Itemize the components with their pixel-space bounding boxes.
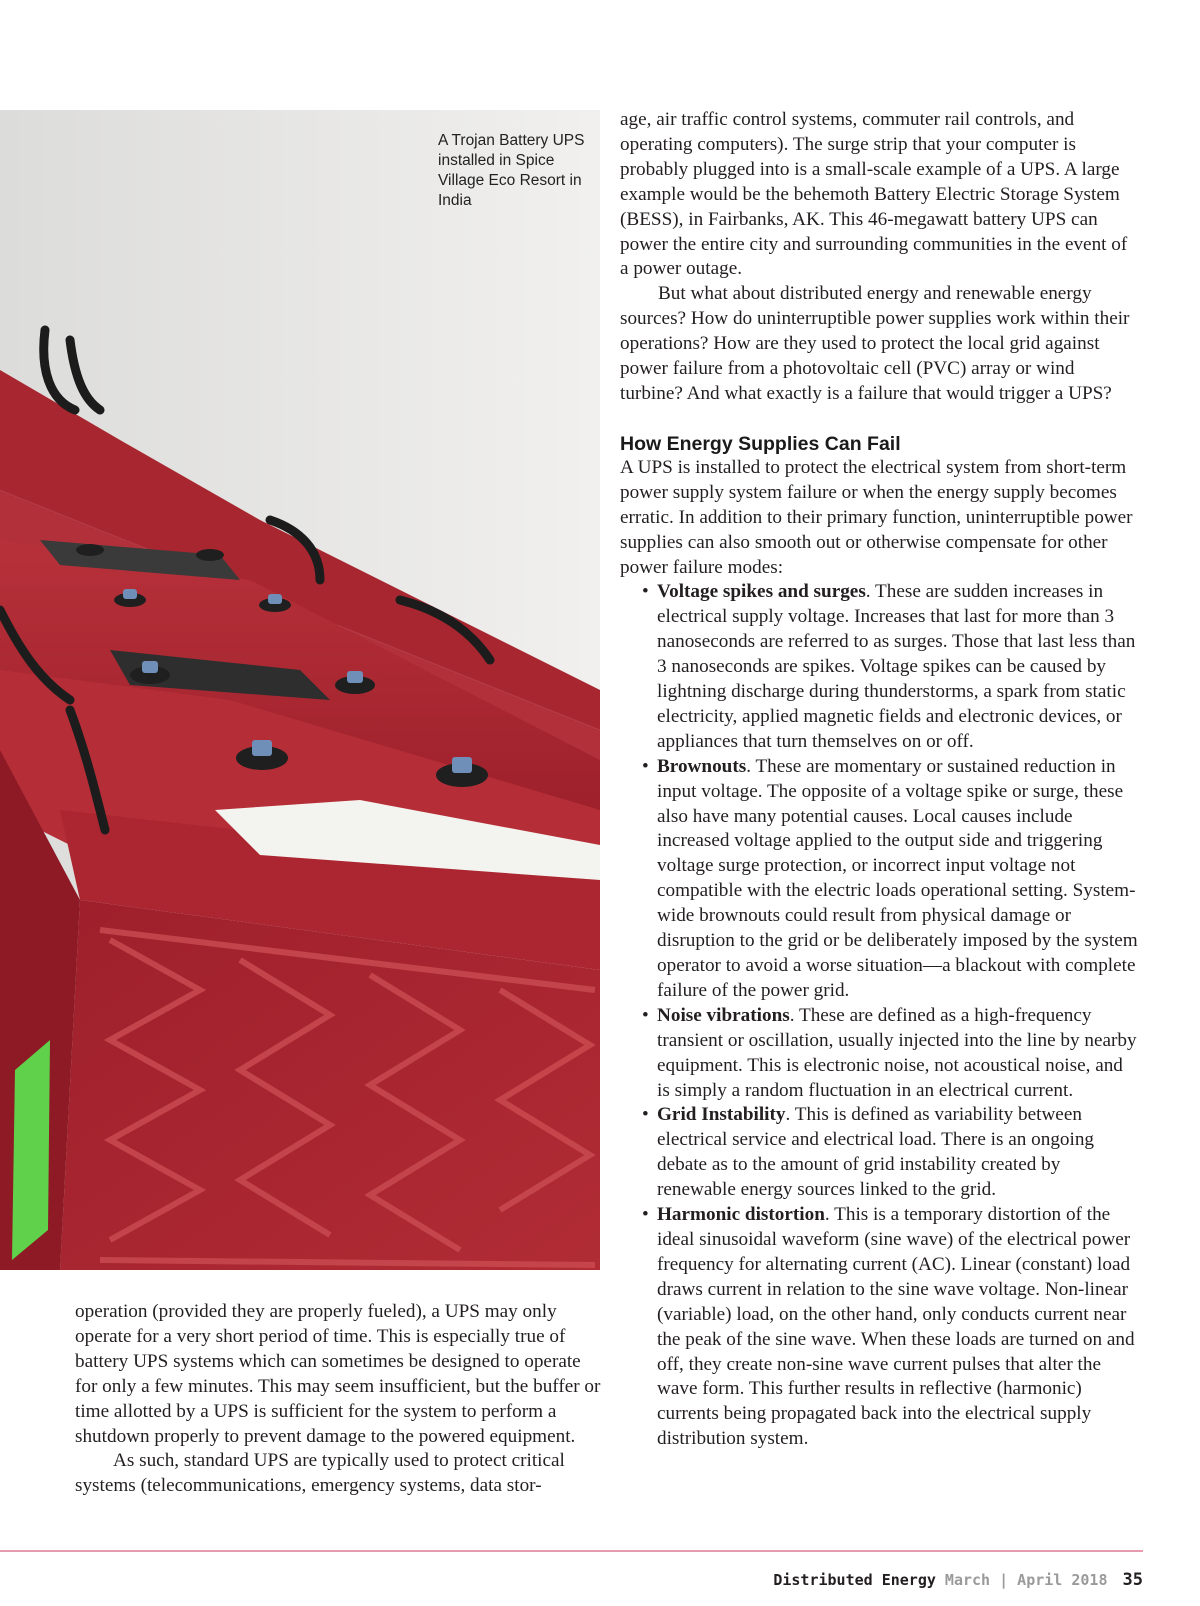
list-item-text: . These are defined as a high-frequency transient or oscillation, usually injected into the line by nearby equipment. This is electronic noise, not acoustical noise, and is simply a random fluctuation in an electrical current. [657,1004,1137,1101]
failure-modes-list [620,580,1140,1452]
list-item [620,755,1140,1004]
body-paragraph: As such, standard UPS are typically used to protect critical systems (telecommunications, emergency systems, data stor- [75,1450,565,1497]
list-item-term: Brownouts [657,755,747,777]
photo-caption: A Trojan Battery UPS installed in Spice Village Eco Resort in India [438,132,585,209]
list-item [620,580,1140,754]
body-paragraph: age, air traffic control systems, commuter rail controls, and operating computers). The surge strip that your computer is probably plugged into is a small-scale example of a UPS. A large example would be the behemoth Battery Electric Storage System (BESS), in Fairbanks, AK. This 46-megawatt battery UPS can power the entire city and surrounding communities in the event of a power outage. [620,109,1128,280]
left-column [75,1300,605,1499]
bullet-icon: • [642,1004,649,1026]
list-item-term: Noise vibrations [657,1004,790,1026]
list-item-text: . These are momentary or sustained reduction in input voltage. The opposite of a voltage spike or surge, these also have many potential causes. Local causes include increased voltage applied to the output side and triggering voltage surge protection, or incorrect input voltage not compatible with the electric loads operational setting. System-wide brownouts could result from physical damage or disruption to the grid or be deliberately imposed by the system operator to avoid a worse situation—a blackout with complete failure of the power grid. [657,755,1138,1001]
battery-bank-photo [0,110,600,1270]
bullet-icon: • [642,755,649,777]
body-paragraph: But what about distributed energy and renewable energy sources? How do uninterruptible power supplies work within their operations? How are they used to protect the local grid against power failure from a photovoltaic cell (PVC) array or wind turbine? And what exactly is a failure that would trigger a UPS? [620,283,1130,404]
list-item [620,1103,1140,1203]
page-number: 35 [1122,1570,1143,1590]
bullet-icon: • [642,581,649,603]
list-item [620,1004,1140,1104]
list-item-text: . This is defined as variability between electrical service and electrical load. There is an ongoing debate as to the amount of grid instability created by renewable energy sources linked to the grid. [657,1104,1095,1201]
list-item-term: Harmonic distortion [657,1204,825,1226]
issue-date: March | April 2018 [944,1571,1108,1589]
list-item-text: . These are sudden increases in electrical supply voltage. Increases that last for more than 3 nanoseconds are referred to as surges. Those that last less than 3 nanoseconds are spikes. Voltage spikes can be caused by lightning discharge during thunderstorms, a spark from static electricity, applied magnetic fields and electronic devices, or appliances that turn themselves on or off. [657,581,1136,752]
bullet-icon: • [642,1204,649,1226]
list-item-term: Grid Instability [657,1104,786,1126]
page-footer [773,1570,1143,1590]
list-item [620,1203,1140,1452]
footer-rule [0,1550,1143,1552]
body-paragraph: A UPS is installed to protect the electrical system from short-term power supply system failure or when the energy supply becomes erratic. In addition to their primary function, uninterruptible power supplies can also smooth out or otherwise compensate for other power failure modes: [620,456,1133,578]
bullet-icon: • [642,1104,649,1126]
body-paragraph: operation (provided they are properly fueled), a UPS may only operate for a very short period of time. This is especially true of battery UPS systems which can sometimes be designed to operate for only a few minutes. This may seem insufficient, but the buffer or time allotted by a UPS is sufficient for the system to perform a shutdown properly to prevent damage to the powered equipment. [75,1301,601,1447]
battery-bank-illustration [0,110,600,1270]
list-item-text: . This is a temporary distortion of the ideal sinusoidal waveform (sine wave) of the electrical power frequency for alternating current (AC). Linear (constant) load draws current in relation to the sine wave voltage. Non-linear (variable) load, on the other hand, only conducts current near the peak of the sine wave. When these loads are turned on and off, they create non-sine wave current pulses that alter the wave form. This further results in reflective (harmonic) currents being propagated back into the electrical supply distribution system. [657,1204,1135,1450]
magazine-name: Distributed Energy [773,1571,936,1589]
section-heading: How Energy Supplies Can Fail [620,432,901,455]
right-column [620,108,1140,1452]
list-item-term: Voltage spikes and surges [657,581,866,603]
